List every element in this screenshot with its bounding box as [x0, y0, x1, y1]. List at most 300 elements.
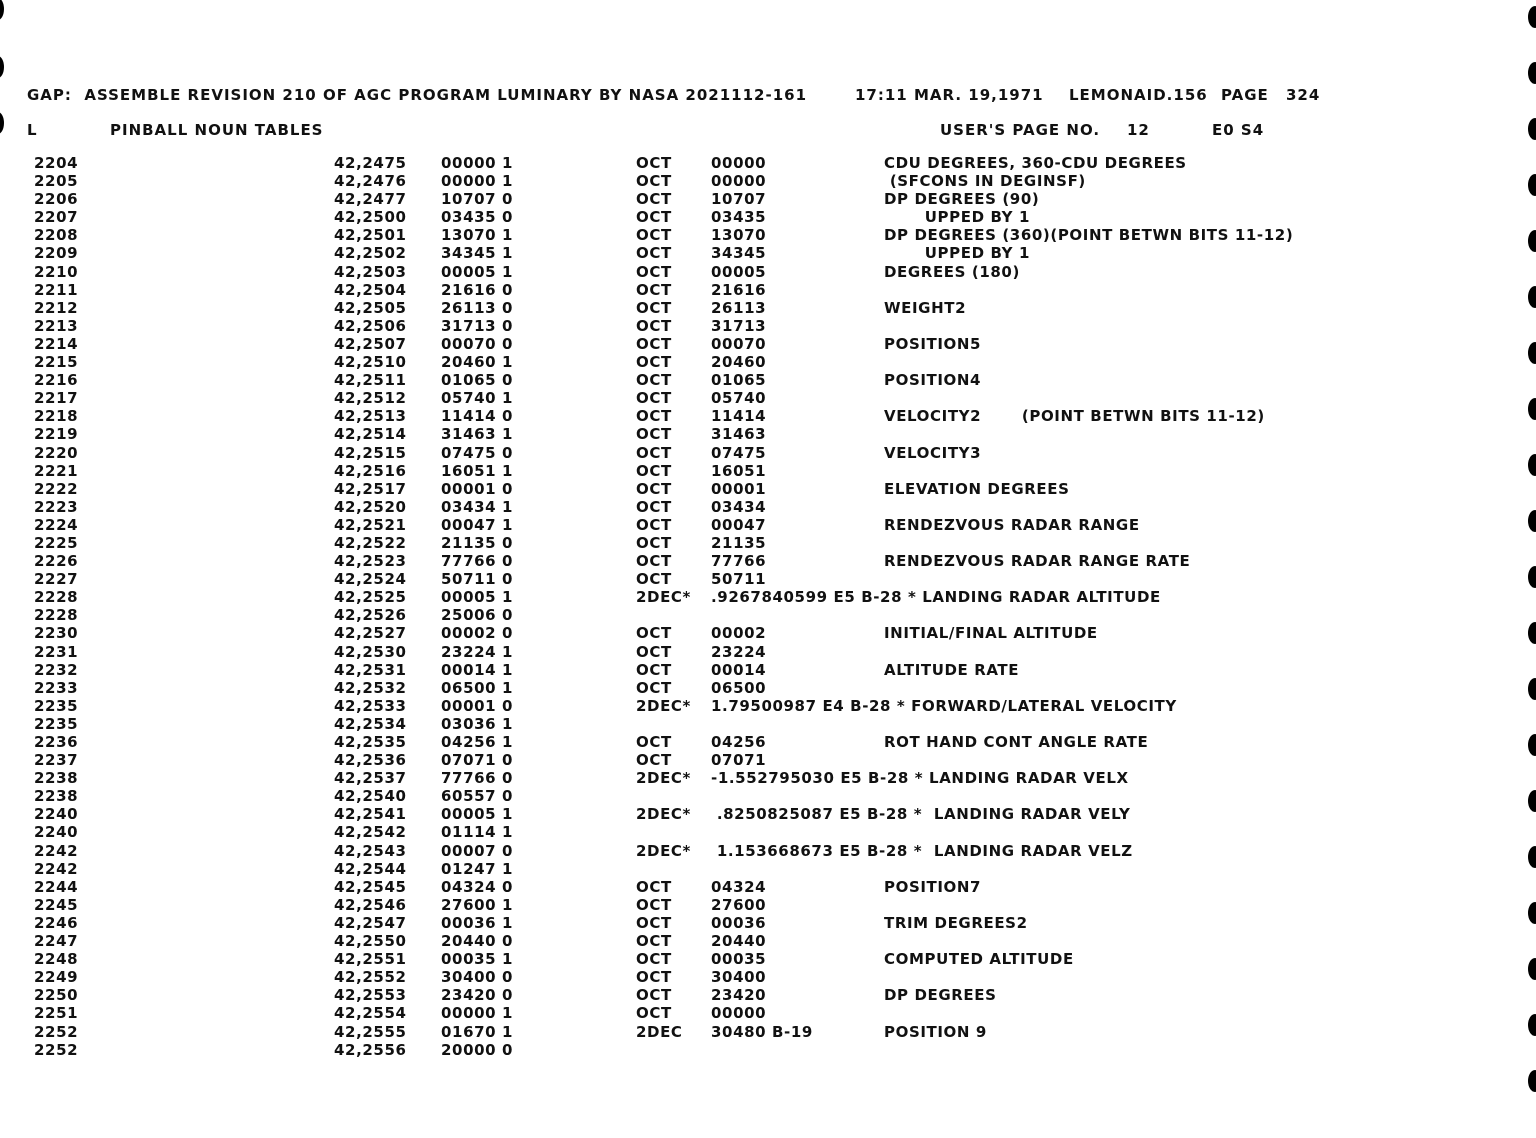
memory-address: 42,2545 [334, 877, 407, 896]
octal-word: 20460 1 [441, 353, 514, 372]
octal-word: 31463 1 [441, 425, 514, 444]
opcode: OCT [636, 1004, 672, 1023]
octal-word: 10707 0 [441, 190, 514, 209]
operand: 31463 [711, 425, 767, 444]
operand: 1.153668673 E5 B-28 * LANDING RADAR VELZ [711, 841, 1133, 860]
listing-line [0, 661, 1536, 679]
operand: .9267840599 E5 B-28 * LANDING RADAR ALTITUDE [711, 588, 1161, 607]
memory-address: 42,2500 [334, 208, 407, 227]
line-number: 2245 [34, 895, 79, 914]
line-number: 2205 [34, 172, 79, 191]
octal-word: 04324 0 [441, 877, 514, 896]
listing-line [0, 1004, 1536, 1022]
operand: 00035 [711, 950, 767, 969]
listing-line [0, 154, 1536, 172]
opcode: OCT [636, 371, 672, 390]
line-comment: ROT HAND CONT ANGLE RATE [884, 733, 1149, 751]
punch-hole [1528, 1070, 1536, 1092]
listing-line [0, 444, 1536, 462]
octal-word: 01247 1 [441, 859, 514, 878]
memory-address: 42,2547 [334, 913, 407, 932]
operand: 21616 [711, 280, 767, 299]
octal-word: 34345 1 [441, 244, 514, 263]
line-number: 2206 [34, 190, 79, 209]
memory-address: 42,2512 [334, 389, 407, 408]
memory-address: 42,2534 [334, 714, 407, 733]
line-comment: DEGREES (180) [884, 262, 1020, 281]
opcode: OCT [636, 515, 672, 534]
octal-word: 27600 1 [441, 895, 514, 914]
punch-hole [0, 56, 4, 78]
opcode: 2DEC* [636, 841, 691, 860]
memory-address: 42,2511 [334, 371, 407, 390]
memory-address: 42,2550 [334, 932, 407, 951]
memory-address: 42,2510 [334, 353, 407, 372]
octal-word: 77766 0 [441, 769, 514, 788]
operand: 77766 [711, 552, 767, 571]
listing-line [0, 480, 1536, 498]
octal-word: 01065 0 [441, 371, 514, 390]
operand: 00070 [711, 334, 767, 353]
listing-job: LEMONAID.156 [1069, 86, 1208, 104]
operand: 00047 [711, 515, 767, 534]
opcode: OCT [636, 154, 672, 172]
opcode: 2DEC* [636, 588, 691, 607]
opcode: OCT [636, 552, 672, 571]
line-number: 2212 [34, 298, 79, 317]
line-number: 2233 [34, 678, 79, 697]
memory-address: 42,2517 [334, 479, 407, 498]
octal-word: 21135 0 [441, 533, 514, 552]
memory-address: 42,2477 [334, 190, 407, 209]
octal-word: 77766 0 [441, 552, 514, 571]
line-number: 2235 [34, 714, 79, 733]
line-number: 2231 [34, 642, 79, 661]
memory-address: 42,2515 [334, 443, 407, 462]
line-comment: DP DEGREES (360)(POINT BETWN BITS 11-12) [884, 226, 1294, 245]
listing-line [0, 1041, 1536, 1059]
users-page-number: 12 [1127, 121, 1150, 139]
octal-word: 60557 0 [441, 787, 514, 806]
line-number: 2223 [34, 497, 79, 516]
listing-line [0, 896, 1536, 914]
octal-word: 07071 0 [441, 751, 514, 770]
line-number: 2240 [34, 805, 79, 824]
line-comment: UPPED BY 1 [884, 208, 1030, 227]
memory-address: 42,2544 [334, 859, 407, 878]
operand: 07475 [711, 443, 767, 462]
line-number: 2224 [34, 515, 79, 534]
line-comment: TRIM DEGREES2 [884, 913, 1028, 932]
memory-address: 42,2504 [334, 280, 407, 299]
line-comment: UPPED BY 1 [884, 244, 1030, 263]
octal-word: 20000 0 [441, 1040, 514, 1059]
listing-line [0, 878, 1536, 896]
punch-hole [0, 112, 4, 134]
operand: 20440 [711, 932, 767, 951]
listing-line [0, 914, 1536, 932]
opcode: OCT [636, 208, 672, 227]
listing-line [0, 860, 1536, 878]
operand: .8250825087 E5 B-28 * LANDING RADAR VELY [711, 805, 1131, 824]
memory-address: 42,2507 [334, 334, 407, 353]
memory-address: 42,2526 [334, 606, 407, 625]
line-number: 2217 [34, 389, 79, 408]
octal-word: 01114 1 [441, 823, 514, 842]
listing-line [0, 462, 1536, 480]
octal-word: 05740 1 [441, 389, 514, 408]
operand: 00036 [711, 913, 767, 932]
listing-line [0, 950, 1536, 968]
listing-line [0, 317, 1536, 335]
octal-word: 00000 1 [441, 172, 514, 191]
line-number: 2230 [34, 624, 79, 643]
line-comment: RENDEZVOUS RADAR RANGE RATE [884, 552, 1191, 571]
listing-line [0, 968, 1536, 986]
memory-address: 42,2552 [334, 968, 407, 987]
listing-line [0, 842, 1536, 860]
memory-address: 42,2541 [334, 805, 407, 824]
memory-address: 42,2556 [334, 1040, 407, 1059]
operand: 00014 [711, 660, 767, 679]
octal-word: 00070 0 [441, 334, 514, 353]
memory-address: 42,2540 [334, 787, 407, 806]
line-comment: ELEVATION DEGREES [884, 479, 1070, 498]
line-comment: VELOCITY2 (POINT BETWN BITS 11-12) [884, 407, 1265, 426]
memory-address: 42,2554 [334, 1004, 407, 1023]
line-number: 2242 [34, 841, 79, 860]
octal-word: 03434 1 [441, 497, 514, 516]
line-number: 2216 [34, 371, 79, 390]
octal-word: 00000 1 [441, 154, 514, 172]
operand: 26113 [711, 298, 767, 317]
octal-word: 00001 0 [441, 696, 514, 715]
opcode: OCT [636, 334, 672, 353]
listing-line [0, 986, 1536, 1004]
operand: 00002 [711, 624, 767, 643]
opcode: OCT [636, 461, 672, 480]
line-comment: POSITION 9 [884, 1022, 987, 1041]
octal-word: 31713 0 [441, 316, 514, 335]
operand: 1.79500987 E4 B-28 * FORWARD/LATERAL VELOCITY [711, 696, 1177, 715]
opcode: OCT [636, 316, 672, 335]
line-number: 2237 [34, 751, 79, 770]
line-comment: COMPUTED ALTITUDE [884, 950, 1074, 969]
listing-line [0, 787, 1536, 805]
memory-address: 42,2501 [334, 226, 407, 245]
operand: 30480 B-19 [711, 1022, 813, 1041]
page-label: PAGE [1221, 86, 1269, 104]
line-number: 2214 [34, 334, 79, 353]
opcode: OCT [636, 895, 672, 914]
operand: 00001 [711, 479, 767, 498]
octal-word: 00007 0 [441, 841, 514, 860]
line-number: 2248 [34, 950, 79, 969]
operand: 50711 [711, 570, 767, 589]
line-number: 2238 [34, 787, 79, 806]
octal-word: 00005 1 [441, 262, 514, 281]
opcode: OCT [636, 389, 672, 408]
line-number: 2221 [34, 461, 79, 480]
listing-title: GAP: ASSEMBLE REVISION 210 OF AGC PROGRAM LUMINARY BY NASA 2021112-161 [27, 86, 808, 104]
listing-line [0, 353, 1536, 371]
opcode: 2DEC* [636, 696, 691, 715]
opcode: 2DEC [636, 1022, 683, 1041]
line-number: 2250 [34, 986, 79, 1005]
memory-address: 42,2553 [334, 986, 407, 1005]
line-number: 2247 [34, 932, 79, 951]
listing-body [0, 154, 1536, 1059]
memory-address: 42,2532 [334, 678, 407, 697]
line-comment: DP DEGREES (90) [884, 190, 1040, 209]
memory-address: 42,2475 [334, 154, 407, 172]
line-number: 2213 [34, 316, 79, 335]
octal-word: 07475 0 [441, 443, 514, 462]
line-comment: VELOCITY3 [884, 443, 982, 462]
listing-line [0, 1023, 1536, 1041]
opcode: OCT [636, 570, 672, 589]
line-number: 2235 [34, 696, 79, 715]
operand: 23420 [711, 986, 767, 1005]
line-comment: WEIGHT2 [884, 298, 967, 317]
listing-line [0, 281, 1536, 299]
operand: 34345 [711, 244, 767, 263]
line-number: 2244 [34, 877, 79, 896]
listing-line [0, 371, 1536, 389]
memory-address: 42,2535 [334, 733, 407, 751]
octal-word: 00001 0 [441, 479, 514, 498]
memory-address: 42,2531 [334, 660, 407, 679]
opcode: OCT [636, 624, 672, 643]
listing-line [0, 823, 1536, 841]
line-number: 2210 [34, 262, 79, 281]
listing-marker: L [27, 121, 38, 139]
listing-line [0, 643, 1536, 661]
opcode: OCT [636, 443, 672, 462]
operand: -1.552795030 E5 B-28 * LANDING RADAR VELX [711, 769, 1129, 788]
line-number: 2204 [34, 154, 79, 172]
operand: 30400 [711, 968, 767, 987]
octal-word: 13070 1 [441, 226, 514, 245]
line-number: 2252 [34, 1040, 79, 1059]
line-number: 2208 [34, 226, 79, 245]
listing-line [0, 263, 1536, 281]
line-comment: ALTITUDE RATE [884, 660, 1020, 679]
octal-word: 16051 1 [441, 461, 514, 480]
line-number: 2227 [34, 570, 79, 589]
octal-word: 06500 1 [441, 678, 514, 697]
listing-line [0, 733, 1536, 751]
listing-line [0, 534, 1536, 552]
opcode: OCT [636, 877, 672, 896]
line-number: 2240 [34, 823, 79, 842]
operand: 10707 [711, 190, 767, 209]
line-comment: INITIAL/FINAL ALTITUDE [884, 624, 1098, 643]
opcode: OCT [636, 262, 672, 281]
memory-address: 42,2522 [334, 533, 407, 552]
octal-word: 26113 0 [441, 298, 514, 317]
opcode: OCT [636, 986, 672, 1005]
listing-line [0, 335, 1536, 353]
opcode: OCT [636, 733, 672, 751]
line-number: 2218 [34, 407, 79, 426]
listing-line [0, 226, 1536, 244]
operand: 00005 [711, 262, 767, 281]
memory-address: 42,2533 [334, 696, 407, 715]
line-number: 2252 [34, 1022, 79, 1041]
opcode: OCT [636, 497, 672, 516]
opcode: OCT [636, 407, 672, 426]
listing-line [0, 805, 1536, 823]
memory-address: 42,2536 [334, 751, 407, 770]
operand: 07071 [711, 751, 767, 770]
operand: 21135 [711, 533, 767, 552]
line-number: 2219 [34, 425, 79, 444]
listing-line [0, 552, 1536, 570]
listing-line [0, 407, 1536, 425]
octal-word: 00047 1 [441, 515, 514, 534]
line-number: 2207 [34, 208, 79, 227]
line-number: 2211 [34, 280, 79, 299]
page-number: 324 [1286, 86, 1321, 104]
memory-address: 42,2543 [334, 841, 407, 860]
opcode: OCT [636, 950, 672, 969]
listing-line [0, 299, 1536, 317]
operand: 03434 [711, 497, 767, 516]
operand: 13070 [711, 226, 767, 245]
memory-address: 42,2524 [334, 570, 407, 589]
line-number: 2222 [34, 479, 79, 498]
opcode: OCT [636, 642, 672, 661]
listing-line [0, 190, 1536, 208]
punch-hole [1528, 118, 1536, 140]
operand: 00000 [711, 172, 767, 191]
line-number: 2226 [34, 552, 79, 571]
octal-word: 00036 1 [441, 913, 514, 932]
line-number: 2220 [34, 443, 79, 462]
listing-line [0, 606, 1536, 624]
line-number: 2209 [34, 244, 79, 263]
opcode: OCT [636, 533, 672, 552]
memory-address: 42,2521 [334, 515, 407, 534]
line-comment: POSITION7 [884, 877, 982, 896]
listing-line [0, 389, 1536, 407]
memory-address: 42,2530 [334, 642, 407, 661]
octal-word: 03036 1 [441, 714, 514, 733]
line-number: 2236 [34, 733, 79, 751]
memory-address: 42,2506 [334, 316, 407, 335]
operand: 27600 [711, 895, 767, 914]
listing-line [0, 769, 1536, 787]
memory-address: 42,2513 [334, 407, 407, 426]
punch-hole [1528, 62, 1536, 84]
octal-word: 23420 0 [441, 986, 514, 1005]
octal-word: 03435 0 [441, 208, 514, 227]
octal-word: 50711 0 [441, 570, 514, 589]
memory-address: 42,2476 [334, 172, 407, 191]
opcode: OCT [636, 751, 672, 770]
operand: 11414 [711, 407, 767, 426]
operand: 20460 [711, 353, 767, 372]
line-comment: CDU DEGREES, 360-CDU DEGREES [884, 154, 1187, 172]
line-number: 2242 [34, 859, 79, 878]
section-ref: E0 S4 [1212, 121, 1265, 139]
opcode: OCT [636, 190, 672, 209]
opcode: 2DEC* [636, 805, 691, 824]
line-comment: DP DEGREES [884, 986, 997, 1005]
listing-line [0, 172, 1536, 190]
opcode: OCT [636, 172, 672, 191]
octal-word: 20440 0 [441, 932, 514, 951]
users-page-label: USER'S PAGE NO. [940, 121, 1101, 139]
listing-line [0, 588, 1536, 606]
listing-line [0, 751, 1536, 769]
line-number: 2228 [34, 606, 79, 625]
opcode: OCT [636, 280, 672, 299]
section-title: PINBALL NOUN TABLES [110, 121, 324, 139]
octal-word: 21616 0 [441, 280, 514, 299]
octal-word: 01670 1 [441, 1022, 514, 1041]
octal-word: 23224 1 [441, 642, 514, 661]
octal-word: 00035 1 [441, 950, 514, 969]
line-comment: POSITION5 [884, 334, 982, 353]
memory-address: 42,2555 [334, 1022, 407, 1041]
memory-address: 42,2542 [334, 823, 407, 842]
octal-word: 00002 0 [441, 624, 514, 643]
operand: 16051 [711, 461, 767, 480]
operand: 06500 [711, 678, 767, 697]
opcode: OCT [636, 298, 672, 317]
memory-address: 42,2505 [334, 298, 407, 317]
octal-word: 00000 1 [441, 1004, 514, 1023]
memory-address: 42,2546 [334, 895, 407, 914]
line-number: 2238 [34, 769, 79, 788]
memory-address: 42,2551 [334, 950, 407, 969]
memory-address: 42,2503 [334, 262, 407, 281]
opcode: OCT [636, 425, 672, 444]
opcode: OCT [636, 932, 672, 951]
opcode: OCT [636, 678, 672, 697]
memory-address: 42,2527 [334, 624, 407, 643]
memory-address: 42,2525 [334, 588, 407, 607]
operand: 05740 [711, 389, 767, 408]
octal-word: 30400 0 [441, 968, 514, 987]
opcode: OCT [636, 244, 672, 263]
opcode: OCT [636, 479, 672, 498]
listing-line [0, 244, 1536, 262]
line-number: 2225 [34, 533, 79, 552]
operand: 23224 [711, 642, 767, 661]
opcode: OCT [636, 660, 672, 679]
listing-line [0, 516, 1536, 534]
listing-timestamp: 17:11 MAR. 19,1971 [855, 86, 1044, 104]
listing-line [0, 498, 1536, 516]
line-comment: RENDEZVOUS RADAR RANGE [884, 515, 1140, 534]
memory-address: 42,2523 [334, 552, 407, 571]
line-number: 2228 [34, 588, 79, 607]
opcode: OCT [636, 913, 672, 932]
operand: 00000 [711, 1004, 767, 1023]
line-number: 2246 [34, 913, 79, 932]
memory-address: 42,2516 [334, 461, 407, 480]
listing-line [0, 425, 1536, 443]
listing-line [0, 624, 1536, 642]
octal-word: 00005 1 [441, 588, 514, 607]
operand: 04324 [711, 877, 767, 896]
operand: 31713 [711, 316, 767, 335]
memory-address: 42,2514 [334, 425, 407, 444]
operand: 00000 [711, 154, 767, 172]
